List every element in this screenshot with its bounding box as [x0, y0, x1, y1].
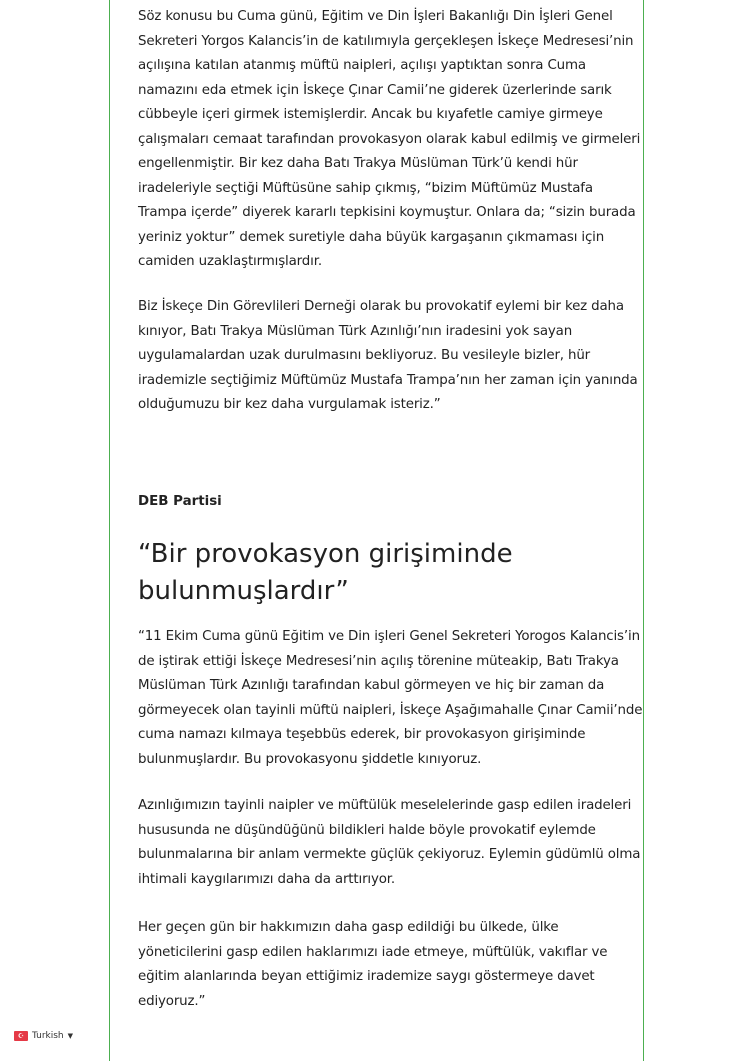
- text-line: yeriniz yoktur” demek suretiyle daha büyük kargaşanın çıkmaması için: [138, 229, 605, 245]
- caret-down-icon: ▼: [67, 1032, 74, 1040]
- text-line: iradeleriyle seçtiği Müftüsüne sahip çıkmış, “bizim Müftümüz Mustafa: [138, 180, 593, 196]
- paragraph-3: [138, 625, 643, 772]
- text-line: Her geçen gün bir hakkımızın daha gasp edildiği bu ülkede, ülke: [138, 920, 559, 935]
- text-line: çalışmaları cemaat tarafından provokasyon olarak kabul edilmiş ve girmeleri: [138, 131, 641, 147]
- text-line: bulunmuşlardır. Bu provokasyonu şiddetle kınıyoruz.: [138, 751, 482, 767]
- turkey-flag-icon: ☪: [14, 1031, 28, 1041]
- text-line: yöneticilerini gasp edilen haklarımızı iade etmeye, müftülük, vakıflar ve: [138, 944, 608, 960]
- text-line: bulunmuşlardır”: [138, 576, 349, 606]
- text-line: uygulamalardan uzak durulmasını bekliyoruz. Bu vesileyle bizler, hür: [138, 348, 591, 363]
- paragraph-2: [138, 295, 638, 418]
- text-line: Trampa içerde” diyerek kararlı tepkisini koymuştur. Onlara da; “sizin burada: [138, 205, 636, 220]
- section-label: DEB Partisi: [138, 494, 222, 509]
- text-line: ihtimali kaygılarımızı daha da arttırıyor.: [138, 871, 396, 887]
- text-line: camiden uzaklaştırmışlardır.: [138, 254, 322, 269]
- paragraph-1: [138, 5, 641, 275]
- paragraph-5: [138, 916, 638, 1014]
- text-line: hususunda ne düşündüğünü bildikleri halde böyle provokatif eylemde: [138, 822, 596, 838]
- text-line: görmeyecek olan tayinli müftü naipleri, İskeçe Aşağımahalle Çınar Camii’nde: [138, 702, 643, 718]
- language-label: Turkish: [32, 1031, 64, 1041]
- paragraph-4: [138, 794, 641, 892]
- text-line: “11 Ekim Cuma günü Eğitim ve Din işleri Genel Sekreteri Yorogos Kalancis’in: [138, 629, 640, 644]
- text-line: Biz İskeçe Din Görevlileri Derneği olarak bu provokatif eylemi bir kez daha: [138, 299, 624, 314]
- text-line: Söz konusu bu Cuma günü, Eğitim ve Din İşleri Bakanlığı Din İşleri Genel: [138, 9, 613, 24]
- article-heading: [138, 536, 638, 610]
- text-line: cübbeyle içeri girmek istemişlerdir. Ancak bu kıyafetle camiye girmeye: [138, 107, 603, 122]
- text-line: “Bir provokasyon girişiminde: [138, 539, 513, 569]
- text-line: irademizle seçtiğimiz Müftümüz Mustafa Trampa’nın her zaman için yanında: [138, 372, 638, 388]
- text-line: olduğumuzu bir kez daha vurgulamak isteriz.”: [138, 397, 441, 412]
- text-line: namazını eda etmek için İskeçe Çınar Camii’ne giderek üzerlerinde sarık: [138, 82, 612, 98]
- text-line: engellenmiştir. Bir kez daha Batı Trakya Müslüman Türk’ü kendi hür: [138, 156, 578, 171]
- text-line: bulunmalarına bir anlam vermekte güçlük çekiyoruz. Eylemin güdümlü olma: [138, 847, 641, 862]
- text-line: cuma namazı kılmaya teşebbüs ederek, bir provokasyon girişiminde: [138, 727, 586, 742]
- text-line: eğitim alanlarında beyan ettiğimiz irademize saygı göstermeye davet: [138, 969, 595, 984]
- text-line: de iştirak ettiği İskeçe Medresesi’nin açılış törenine müteakip, Batı Trakya: [138, 653, 619, 669]
- language-selector[interactable]: [14, 1031, 73, 1041]
- text-line: kınıyor, Batı Trakya Müslüman Türk Azınlığı’nın iradesini yok sayan: [138, 323, 573, 339]
- text-line: ediyoruz.”: [138, 993, 206, 1009]
- text-line: Azınlığımızın tayinli naipler ve müftülük meselelerinde gasp edilen iradeleri: [138, 798, 632, 813]
- text-line: açılışına katılan atanmış müftü naipleri, açılışı yaptıktan sonra Cuma: [138, 58, 586, 73]
- text-line: Sekreteri Yorgos Kalancis’in de katılımıyla gerçekleşen İskeçe Medresesi’nin: [138, 33, 634, 49]
- text-line: Müslüman Türk Azınlığı tarafından kabul görmeyen ve hiç bir zaman da: [138, 678, 605, 693]
